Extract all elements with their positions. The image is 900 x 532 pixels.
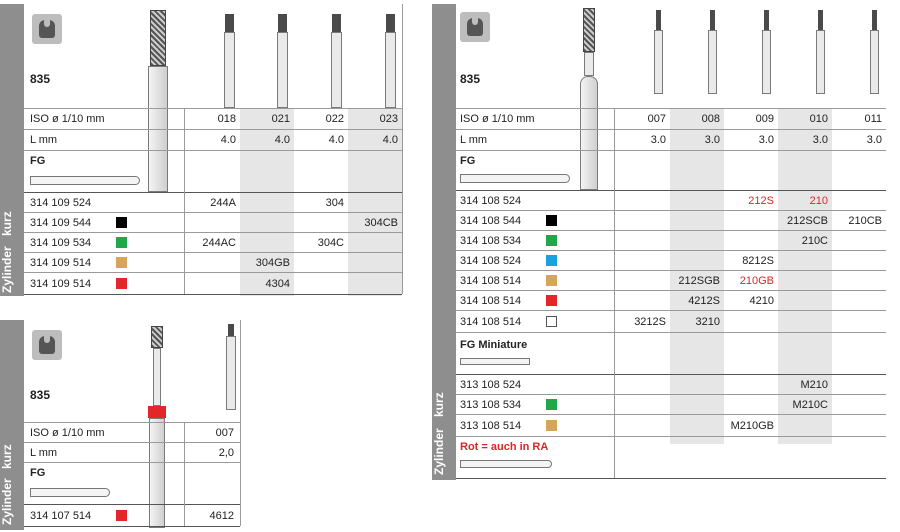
instrument-thumb-shank xyxy=(816,30,825,94)
ref-number: 314 107 514 xyxy=(30,510,92,522)
instrument-shank xyxy=(149,418,165,528)
iso-label: ISO ø 1/10 mm xyxy=(30,113,105,125)
length-value: 3.0 xyxy=(812,134,828,146)
panel-835-cylinder-short-fg xyxy=(0,4,402,296)
instrument-thumb-shank xyxy=(870,30,879,94)
ref-number: 314 109 534 xyxy=(30,237,92,249)
color-ring-green xyxy=(116,237,127,248)
color-ring-red xyxy=(546,295,557,306)
fg-shank-icon xyxy=(460,174,570,183)
length-value: 4.0 xyxy=(382,134,398,146)
model-number: 835 xyxy=(30,72,51,86)
catalog-code: 4212S xyxy=(688,295,720,307)
ref-number: 314 108 514 xyxy=(460,275,522,287)
shape-cylinder-icon xyxy=(460,12,490,42)
category-sidebar xyxy=(0,320,24,530)
instrument-thumb-shank xyxy=(385,32,396,108)
catalog-code: 244AC xyxy=(202,237,236,249)
ref-number: 314 109 514 xyxy=(30,257,92,269)
instrument-thumb-shank xyxy=(762,30,771,94)
length-value: 4.0 xyxy=(220,134,236,146)
instrument-thumb-head xyxy=(278,14,287,32)
iso-label: ISO ø 1/10 mm xyxy=(460,113,535,125)
catalog-code: 4304 xyxy=(265,278,290,290)
category-sidebar xyxy=(0,4,24,296)
catalog-code: 210C xyxy=(801,235,828,247)
catalog-code: 244A xyxy=(210,197,236,209)
catalog-code: 304CB xyxy=(364,217,398,229)
catalog-code: M210C xyxy=(792,399,828,411)
length-label: L mm xyxy=(30,134,58,146)
color-ring-gold xyxy=(546,420,557,431)
instrument-shank xyxy=(580,76,598,190)
catalog-code: 3210 xyxy=(695,316,720,328)
category-sidebar xyxy=(432,4,456,480)
category-label-kurz: kurz xyxy=(0,444,14,470)
fg-miniature-shank-icon xyxy=(460,358,530,365)
catalog-code: 4210 xyxy=(749,295,774,307)
iso-value: 007 xyxy=(647,113,666,125)
color-ring-white xyxy=(546,316,557,327)
instrument-thumb-head xyxy=(332,14,341,32)
ref-number: 314 109 514 xyxy=(30,278,92,290)
catalog-code: 4612 xyxy=(209,510,234,522)
iso-value: 011 xyxy=(864,113,882,125)
catalog-code: 8212S xyxy=(742,255,774,267)
ref-number: 313 108 524 xyxy=(460,379,522,391)
fg-label: FG xyxy=(460,155,476,167)
instrument-thumb-head xyxy=(656,10,661,30)
instrument-thumb-shank xyxy=(226,336,236,410)
catalog-code: 212SGB xyxy=(678,275,720,287)
ref-number: 314 108 524 xyxy=(460,195,522,207)
shape-cylinder-icon xyxy=(32,14,62,44)
ref-number: 314 108 544 xyxy=(460,215,522,227)
catalog-code: 304C xyxy=(317,237,344,249)
panel-835-cylinder-short-fg-miniature xyxy=(432,4,886,480)
iso-value: 010 xyxy=(809,113,828,125)
catalog-code: 3212S xyxy=(634,316,666,328)
instrument-head-diamond xyxy=(150,10,166,66)
iso-label: ISO ø 1/10 mm xyxy=(30,427,105,439)
color-ring-blue xyxy=(546,255,557,266)
ref-number: 314 109 544 xyxy=(30,217,92,229)
shape-cylinder-icon xyxy=(32,330,62,360)
catalog-code: M210 xyxy=(800,379,828,391)
ref-number: 313 108 514 xyxy=(460,420,522,432)
fg-label: FG xyxy=(30,155,46,167)
length-value: 3.0 xyxy=(758,134,774,146)
ref-number: 314 108 514 xyxy=(460,316,522,328)
catalog-code: 210GB xyxy=(739,275,774,287)
ref-number: 314 108 514 xyxy=(460,295,522,307)
length-value: 2,0 xyxy=(218,447,234,459)
length-label: L mm xyxy=(30,447,58,459)
fg-shank-icon xyxy=(30,488,110,497)
iso-value: 021 xyxy=(271,113,290,125)
fg-label: FG xyxy=(30,467,46,479)
instrument-head-diamond xyxy=(583,8,595,52)
instrument-thumb-head xyxy=(228,324,234,336)
catalog-code: 212S xyxy=(748,195,774,207)
category-label-kurz: kurz xyxy=(432,392,446,418)
iso-value: 008 xyxy=(701,113,720,125)
instrument-neck xyxy=(584,52,594,76)
ref-number: 314 108 524 xyxy=(460,255,522,267)
color-ring-red xyxy=(116,510,127,521)
color-ring-gold xyxy=(546,275,557,286)
iso-value: 007 xyxy=(215,427,234,439)
category-label-zylinder: Zylinder xyxy=(0,246,14,294)
ra-shank-icon xyxy=(460,460,552,468)
instrument-thumb-head xyxy=(710,10,715,30)
color-ring-black xyxy=(116,217,127,228)
instrument-thumb-shank xyxy=(331,32,342,108)
catalog-code: 210 xyxy=(809,195,828,207)
category-label-zylinder: Zylinder xyxy=(432,428,446,476)
iso-value: 022 xyxy=(325,113,344,125)
color-ring-green xyxy=(546,235,557,246)
iso-value: 009 xyxy=(755,113,774,125)
instrument-thumb-head xyxy=(386,14,395,32)
ref-number: 314 108 534 xyxy=(460,235,522,247)
model-number: 835 xyxy=(460,72,481,86)
length-label: L mm xyxy=(460,134,488,146)
color-ring-red xyxy=(148,406,166,418)
catalog-code: 212SCB xyxy=(787,215,828,227)
iso-value: 023 xyxy=(379,113,398,125)
category-label-kurz: kurz xyxy=(0,211,14,237)
ra-note: Rot = auch in RA xyxy=(460,441,549,453)
catalog-code: M210GB xyxy=(730,420,774,432)
ref-number: 314 109 524 xyxy=(30,197,92,209)
instrument-neck xyxy=(153,348,161,406)
length-value: 3.0 xyxy=(866,134,882,146)
instrument-head-diamond xyxy=(151,326,163,348)
panel-835-cylinder-short-fg-small xyxy=(0,320,240,530)
color-ring-red xyxy=(116,278,127,289)
instrument-thumb-head xyxy=(764,10,769,30)
catalog-code: 304 xyxy=(325,197,344,209)
length-value: 3.0 xyxy=(650,134,666,146)
fg-shank-icon xyxy=(30,176,140,185)
instrument-thumb-head xyxy=(818,10,823,30)
catalog-code: 210CB xyxy=(848,215,882,227)
instrument-thumb-shank xyxy=(708,30,717,94)
length-value: 4.0 xyxy=(328,134,344,146)
fg-miniature-label: FG Miniature xyxy=(460,339,528,351)
iso-value: 018 xyxy=(217,113,236,125)
length-value: 4.0 xyxy=(274,134,290,146)
ref-number: 313 108 534 xyxy=(460,399,522,411)
model-number: 835 xyxy=(30,388,51,402)
instrument-thumb-shank xyxy=(654,30,663,94)
catalog-code: 304GB xyxy=(255,257,290,269)
color-ring-green xyxy=(546,399,557,410)
instrument-thumb-head xyxy=(225,14,234,32)
instrument-thumb-head xyxy=(872,10,877,30)
color-ring-gold xyxy=(116,257,127,268)
length-value: 3.0 xyxy=(704,134,720,146)
color-ring-black xyxy=(546,215,557,226)
instrument-thumb-shank xyxy=(224,32,235,108)
instrument-thumb-shank xyxy=(277,32,288,108)
category-label-zylinder: Zylinder xyxy=(0,478,14,526)
